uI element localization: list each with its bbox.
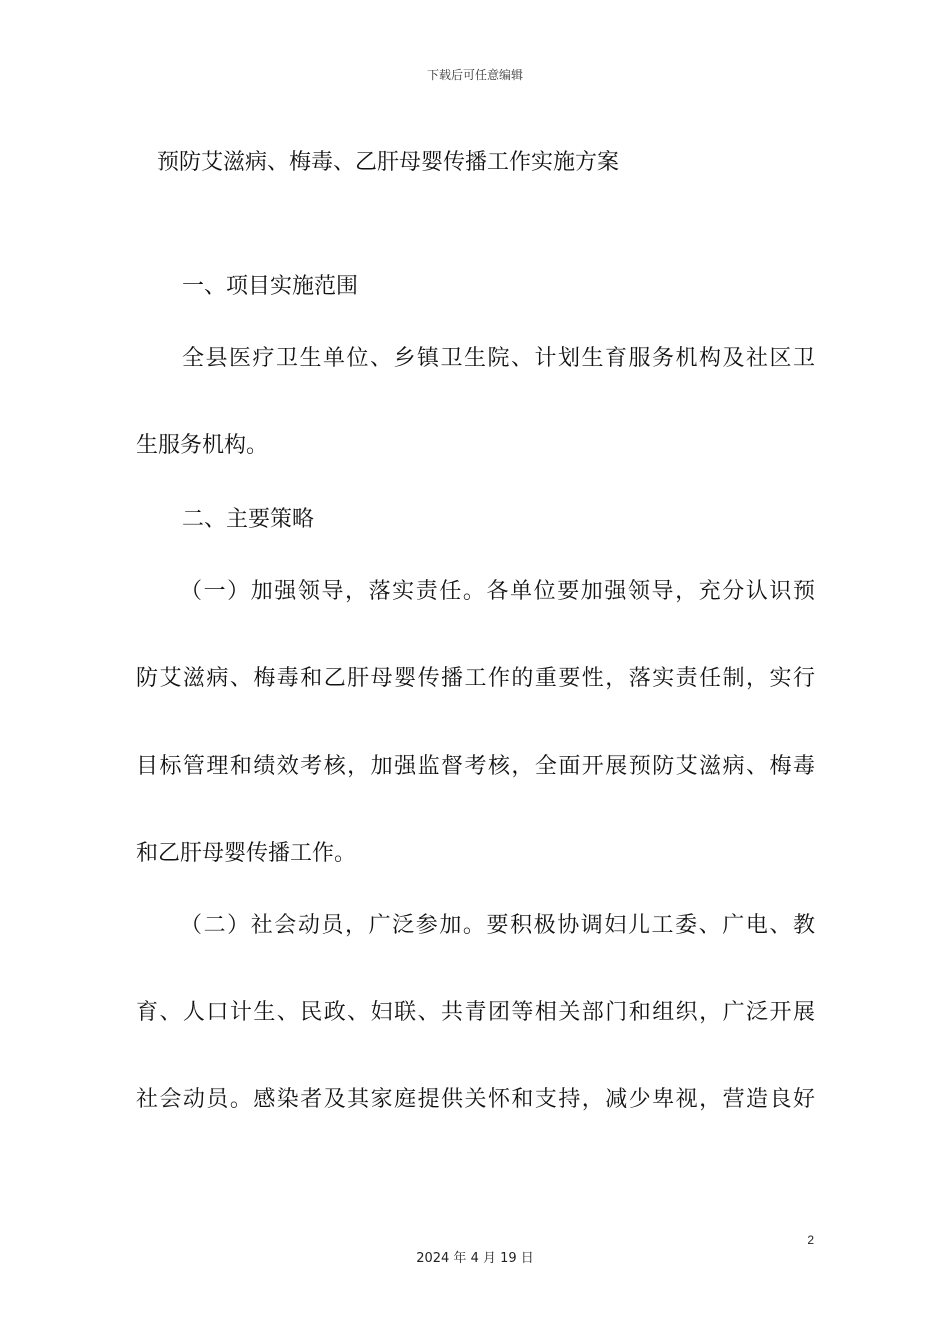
paragraph-line: （二）社会动员，广泛参加。要积极协调妇儿工委、广电、教 — [180, 913, 815, 938]
footer-date: 2024 年 4 月 19 日 — [416, 1251, 534, 1266]
paragraph-line: 防艾滋病、梅毒和乙肝母婴传播工作的重要性，落实责任制，实行 — [136, 666, 815, 691]
paragraph-line: 全县医疗卫生单位、乡镇卫生院、计划生育服务机构及社区卫 — [182, 346, 815, 371]
paragraph-line: 生服务机构。 — [136, 433, 269, 458]
section-heading-strategy: 二、主要策略 — [182, 507, 315, 532]
document-title: 预防艾滋病、梅毒、乙肝母婴传播工作实施方案 — [157, 150, 620, 175]
paragraph-line: 社会动员。感染者及其家庭提供关怀和支持，减少卑视，营造良好 — [136, 1087, 815, 1112]
paragraph-line: 目标管理和绩效考核，加强监督考核，全面开展预防艾滋病、梅毒 — [136, 754, 815, 779]
paragraph-line: 育、人口计生、民政、妇联、共青团等相关部门和组织，广泛开展 — [136, 1000, 815, 1025]
section-heading-scope: 一、项目实施范围 — [182, 274, 359, 299]
header-note: 下载后可任意编辑 — [426, 68, 523, 82]
paragraph-line: 和乙肝母婴传播工作。 — [136, 841, 357, 866]
paragraph-line: （一）加强领导，落实责任。各单位要加强领导，充分认识预 — [180, 579, 815, 604]
page-number: 2 — [807, 1233, 814, 1247]
